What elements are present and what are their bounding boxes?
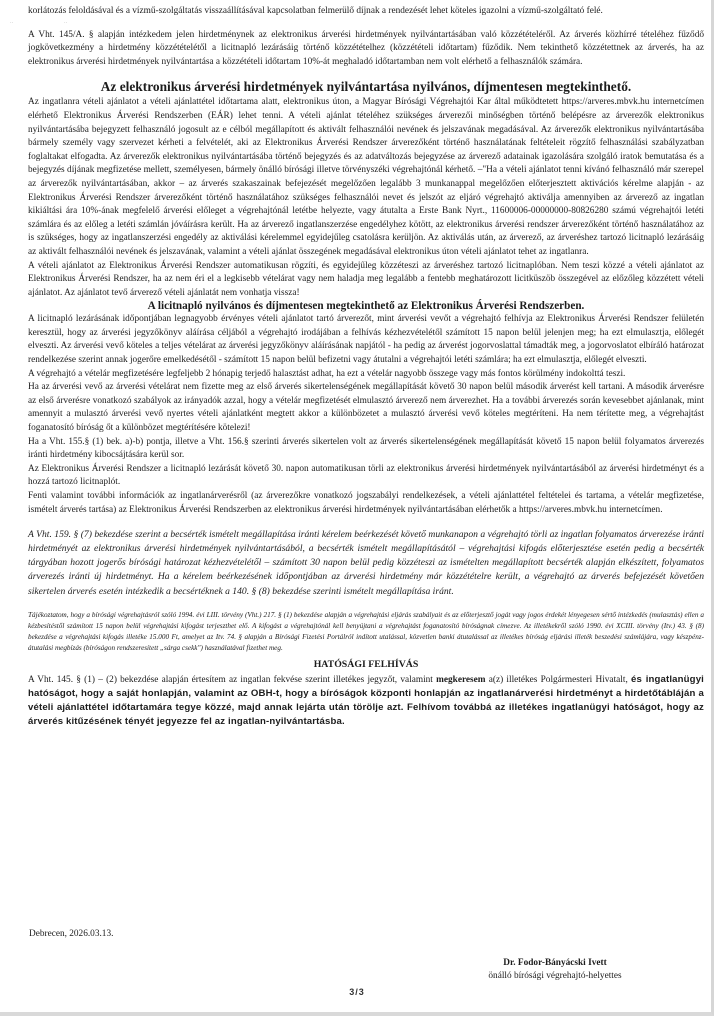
authority-text-part: A Vht. 145. § (1) – (2) bekezdése alapján értesítem az ingatlan fekvése szerint illetékes jegyzőt, valamint [28,675,437,686]
authority-text-bold: és ingatlanügyi hatóságot, hogy a saját honlapján, valamint az OBH-t, hogy a bíróságok központi honlapján az ingatlanárverési hirdetményt a hirdetőtábláján a vételi ajánlattétel időtartamára tegye közzé, majd annak lejárta után törölje azt. Felhívom továbbá az illetékes ingatlanügyi hatóságot, hogy az árverés kitűzésének tényét jegyezze fel az ingatlan-nyilvántartásba. [28,674,704,728]
deletion-paragraph: Az Elektronikus Árverési Rendszer a licitnapló lezárását követő 30. napon automatikusan törli az elektronikus árverési hirdetmények nyilvántartásából az árverési hirdetményt és a hozzá tartozó licitnaplót. [28,463,704,488]
winner-paragraph: A licitnapló lezárásának időpontjában legnagyobb érvényes vételi ajánlatot tartó árverezőt, mint árverési vevőt a végrehajtó felhívja az Elektronikus Árverési Rendszer felületén keresztül, hogy az árverési jegyzőkönyv aláírása céljából a végrehajtó irodájában a felhívás kézhezvételétől számított 15 napon belül jelenjen meg; ha ezt elmulasztja, előlegét elveszti. Az árverési vevő köteles a teljes vételárat az árverési jegyzőkönyv aláírásának napjától - ha pedig az árverést jogorvoslattal támadták meg, a jogorvoslatot elbíráló határozat rendelkezése szerint annak jogerőre emelkedésétől - számított 15 napon belül befizetni vagy átutalni a végrehajtói letéti számlára; ha ezt elmulasztja, előlegét elveszti. [28,314,704,366]
page-number: 3/3 [349,987,365,997]
section-heading-registry: Az elektronikus árverési hirdetmények nyilvántartása nyilvános, díjmentesen megtekinthető. [100,79,632,95]
authority-text-part: a(z) illetékes Polgármesteri Hivatalt, [485,675,631,686]
document-body [28,5,704,729]
continuous-auction-paragraph: Ha a Vht. 155.§ (1) bek. a)-b) pontja, illetve a Vht. 156.§ szerinti árverés sikertelen volt az árverés sikertelenségének megállapítását követő 15 napon belül folyamatos árverezés iránti hirdetmény kibocsájtására kerül sor. [28,436,704,461]
signer-title: önálló bírósági végrehajtó-helyettes [488,971,622,981]
objection-notice-text: Tájékoztatom, hogy a bírósági végrehajtásról szóló 1994. évi LIII. törvény (Vht.) 217. § (1) bekezdése alapján a végrehajtási eljárás szabályait és az előterjesztő jogát vagy jogos érdekét lényegesen sértő intézkedés (mulasztás) ellen a kézbesítéstől számított 15 napon belül végrehajtási kifogást terjeszthet elő. A kifogást a végrehajtónál kell benyújtani a végrehajtást foganatosító bíróságnak címezve. Az illetékekről szóló 1990. évi XCIII. törvény (Itv.) 43. § (8) bekezdése a végrehajtási kifogás illetéke 15.000 Ft, amelyet az Itv. 74. § alapján a Bírósági Fizetési Portálról indított utalással, közvetlen banki átutalással az illetékes bíróság eljárási illeték beszedési számlájára, vagy készpénz-átutalási megbízás (bíróságon rendszeresített „sárga csekk") használatával fizethet meg. [28,610,704,653]
place-date: Debrecen, 2026.03.13. [29,929,114,939]
objection-notice [28,610,704,655]
authority-text-bold: megkeresem [436,675,486,686]
more-info-paragraph: Fenti valamint további információk az ingatlanárverésről (az árverezőkre vonatkozó jogszabályi rendelkezések, a vételi ajánlattétel feltételei és tartama, a vételár megfizetése, ismételt árverés tartása) az Elektronikus Árverési Rendszerben az elektronikus árverési hirdetmények nyilvántartásában elérhetők a https://arveres.mbvk.hu internetcímen. [28,491,704,515]
scan-mark: ·· [10,21,14,26]
intro-paragraph-1: korlátozás feloldásával és a vízmű-szolgáltatás visszaállításával kapcsolatban felmerülő díjnak a rendezését lehet köteles igazolni a vízmű-szolgáltató felé. [28,6,603,16]
second-auction-paragraph: Ha az árverési vevő az árverési vételárat nem fizette meg az első árverés sikertelenségének megállapítását követő 30 napon belül második árverést kell tartani. A második árverésre az első árverésre vonatkozó szabályok az irányadók azzal, hogy a vételár megfizetését elmulasztó árverező nem árverezhet. Ha a további árverezés során kevesebbet ajánlanak, mint amennyit a mulasztó árverési vevő nyertes vételi ajánlatként megtett akkor a különbözetet a mulasztó árverési vevő köteles megtéríteni. Ha nem térítette meg, a végrehajtást foganatosító bíróság őt a különbözet megtérítésére kötelezi! [28,382,704,434]
valuation-notice-text: A Vht. 159. § (7) bekezdése szerint a becsérték ismételt megállapítása iránti kérelem beérkezését követő munkanapon a végrehajtó törli az ingatlan folyamatos árverezése iránti hirdetményét az elektronikus árverési hirdetmények nyilvántartásából, a becsérték ismételt megállapításától – végrehajtási kifogás előterjesztése esetén pedig a becsérték tárgyában hozott jogerős bírósági határozat kézhezvételétől – számított 30 napon belül pedig közzéteszi az ismételten megállapított becsérték alapján elkészített, folyamatos árverezés iránti új hirdetményt. Ha a kérelem beérkezésének időpontjában az árverési hirdetmény már közzétételre került, a végrehajtó az árverés befejezését követően sikertelen árverés esetén intézkedik a becsértéknek a 140. § (8) bekezdése szerinti ismételt megállapítása iránt. [28,529,704,597]
bidding-paragraph: Az ingatlanra vételi ajánlatot a vételi ajánlattétel időtartama alatt, elektronikus úton, a Magyar Bírósági Végrehajtói Kar által működtetett https://arveres.mbvk.hu internetcímen elérhető Elektronikus Árverési Rendszerben (EÁR) lehet tenni. A vételi ajánlat tételéhez szükséges árverezői minőségben történő belépésre az árverezők elektronikus nyilvántartásába bejegyzett felhasználó jogosult az e célból megállapított és aktivált felhasználói nevének és jelszavának megadásával. Az árverezők elektronikus nyilvántartásába bármely személy vagy szervezet kérheti a felvételét, aki az Elektronikus Árverési Rendszer árverezőként történő használatának feltételeit rögzítő felhasználási szabályzatban foglaltakat elfogadta. Az árverezők elektronikus nyilvántartásába történő bejegyzés és az adatváltozás bejegyzése az árverező adatainak igazolására szolgáló iratok bemutatása és a bejegyzés díjának megfizetése mellett, személyesen, bármely önálló bírósági illetve törvényszéki végrehajtónál kérhető. –"Ha a vételi ajánlatot tenni kívánó felhasználó már szerepel az árverezők nyilvántartásában, akkor – az árverés szakaszainak befejezését megelőzően legalább 3 munkanappal megelőzően előterjesztett aktivációs kérelme alapján - az Elektronikus Árverési Rendszer árverezőként történő használatához szükséges felhasználói nevet és jelszót az eljáró végrehajtó aktiválja amennyiben az árverező az ingatlan kikiáltási ára 10%-ának megfelelő árverési előleget a végrehajtónál letétbe helyezte, vagy átutalta a Erste Bank Nyrt., 11600006-00000000-80826280 számú végrehajtói letéti számlára és az előleg a letéti számlán jóváírásra került. Ha az árverező ingatlanszerzése engedélyhez kötött, az elektronikus árverési rendszer árverezőként történő használatához az is szükséges, hogy az ingatlanszerzési engedély az aktiválási kérelemmel egyidejűleg csatolásra kerüljön. Az aktiválás után, az árverező, az árveréshez tartozó licitnapló lezárásáig az aktivált felhasználói nevének és jelszavának, valamint a vételi ajánlat összegének megadásával elektronikus úton vételi ajánlatot tehet az ingatlanra. [28,97,704,257]
signature-block [440,957,670,983]
deferral-paragraph: A végrehajtó a vételár megfizetésére legfeljebb 2 hónapig terjedő halasztást adhat, ha ezt a vételár nagyobb összege vagy más fontos körülmény indokolttá teszi. [28,368,626,379]
authority-heading: HATÓSÁGI FELHÍVÁS [313,659,419,671]
section-heading-bidlog: A licitnapló nyilvános és díjmentesen megtekinthető az Elektronikus Árverési Rendszerben. [147,300,585,313]
authority-request-text [28,673,704,729]
bid-recording-paragraph: A vételi ajánlatot az Elektronikus Árverési Rendszer automatikusan rögzíti, és egyidejűleg közzéteszi az árveréshez tartozó licitnaplóban. Nem teszi közzé a vételi ajánlatot az Elektronikus Árverési Rendszer, ha az nem éri el a legkisebb vételárat vagy nem haladja meg legalább a fentebb meghatározott licitküszöb összegével az előzőleg közzétett vételi ajánlatot. Az ajánlatot tevő árverező vételi ajánlatát nem vonhatja vissza! [28,260,704,298]
authority-request [28,673,704,729]
valuation-notice [28,528,704,598]
intro-paragraph-2: A Vht. 145/A. § alapján intézkedem jelen hirdetménynek az elektronikus árverési hirdetmények nyilvántartásában való közzétételéről. Az árverés közhírré tételéhez fűződő jogkövetkezmény a hirdetmény közzétételétől a licitnapló lezárásáig történő közzétételhez (közzétételi időtartam) fűződik. Nem tekinthető közzétettnek az árverés, ha az elektronikus árverési hirdetmények nyilvántartása a közzétételi időtartam 10%-át meghaladó időtartamban nem volt elérhető a felhasználók számára. [28,29,704,67]
scan-mark: ·· [64,21,68,26]
signer-name: Dr. Fodor-Bányácski Ivett [503,958,607,968]
